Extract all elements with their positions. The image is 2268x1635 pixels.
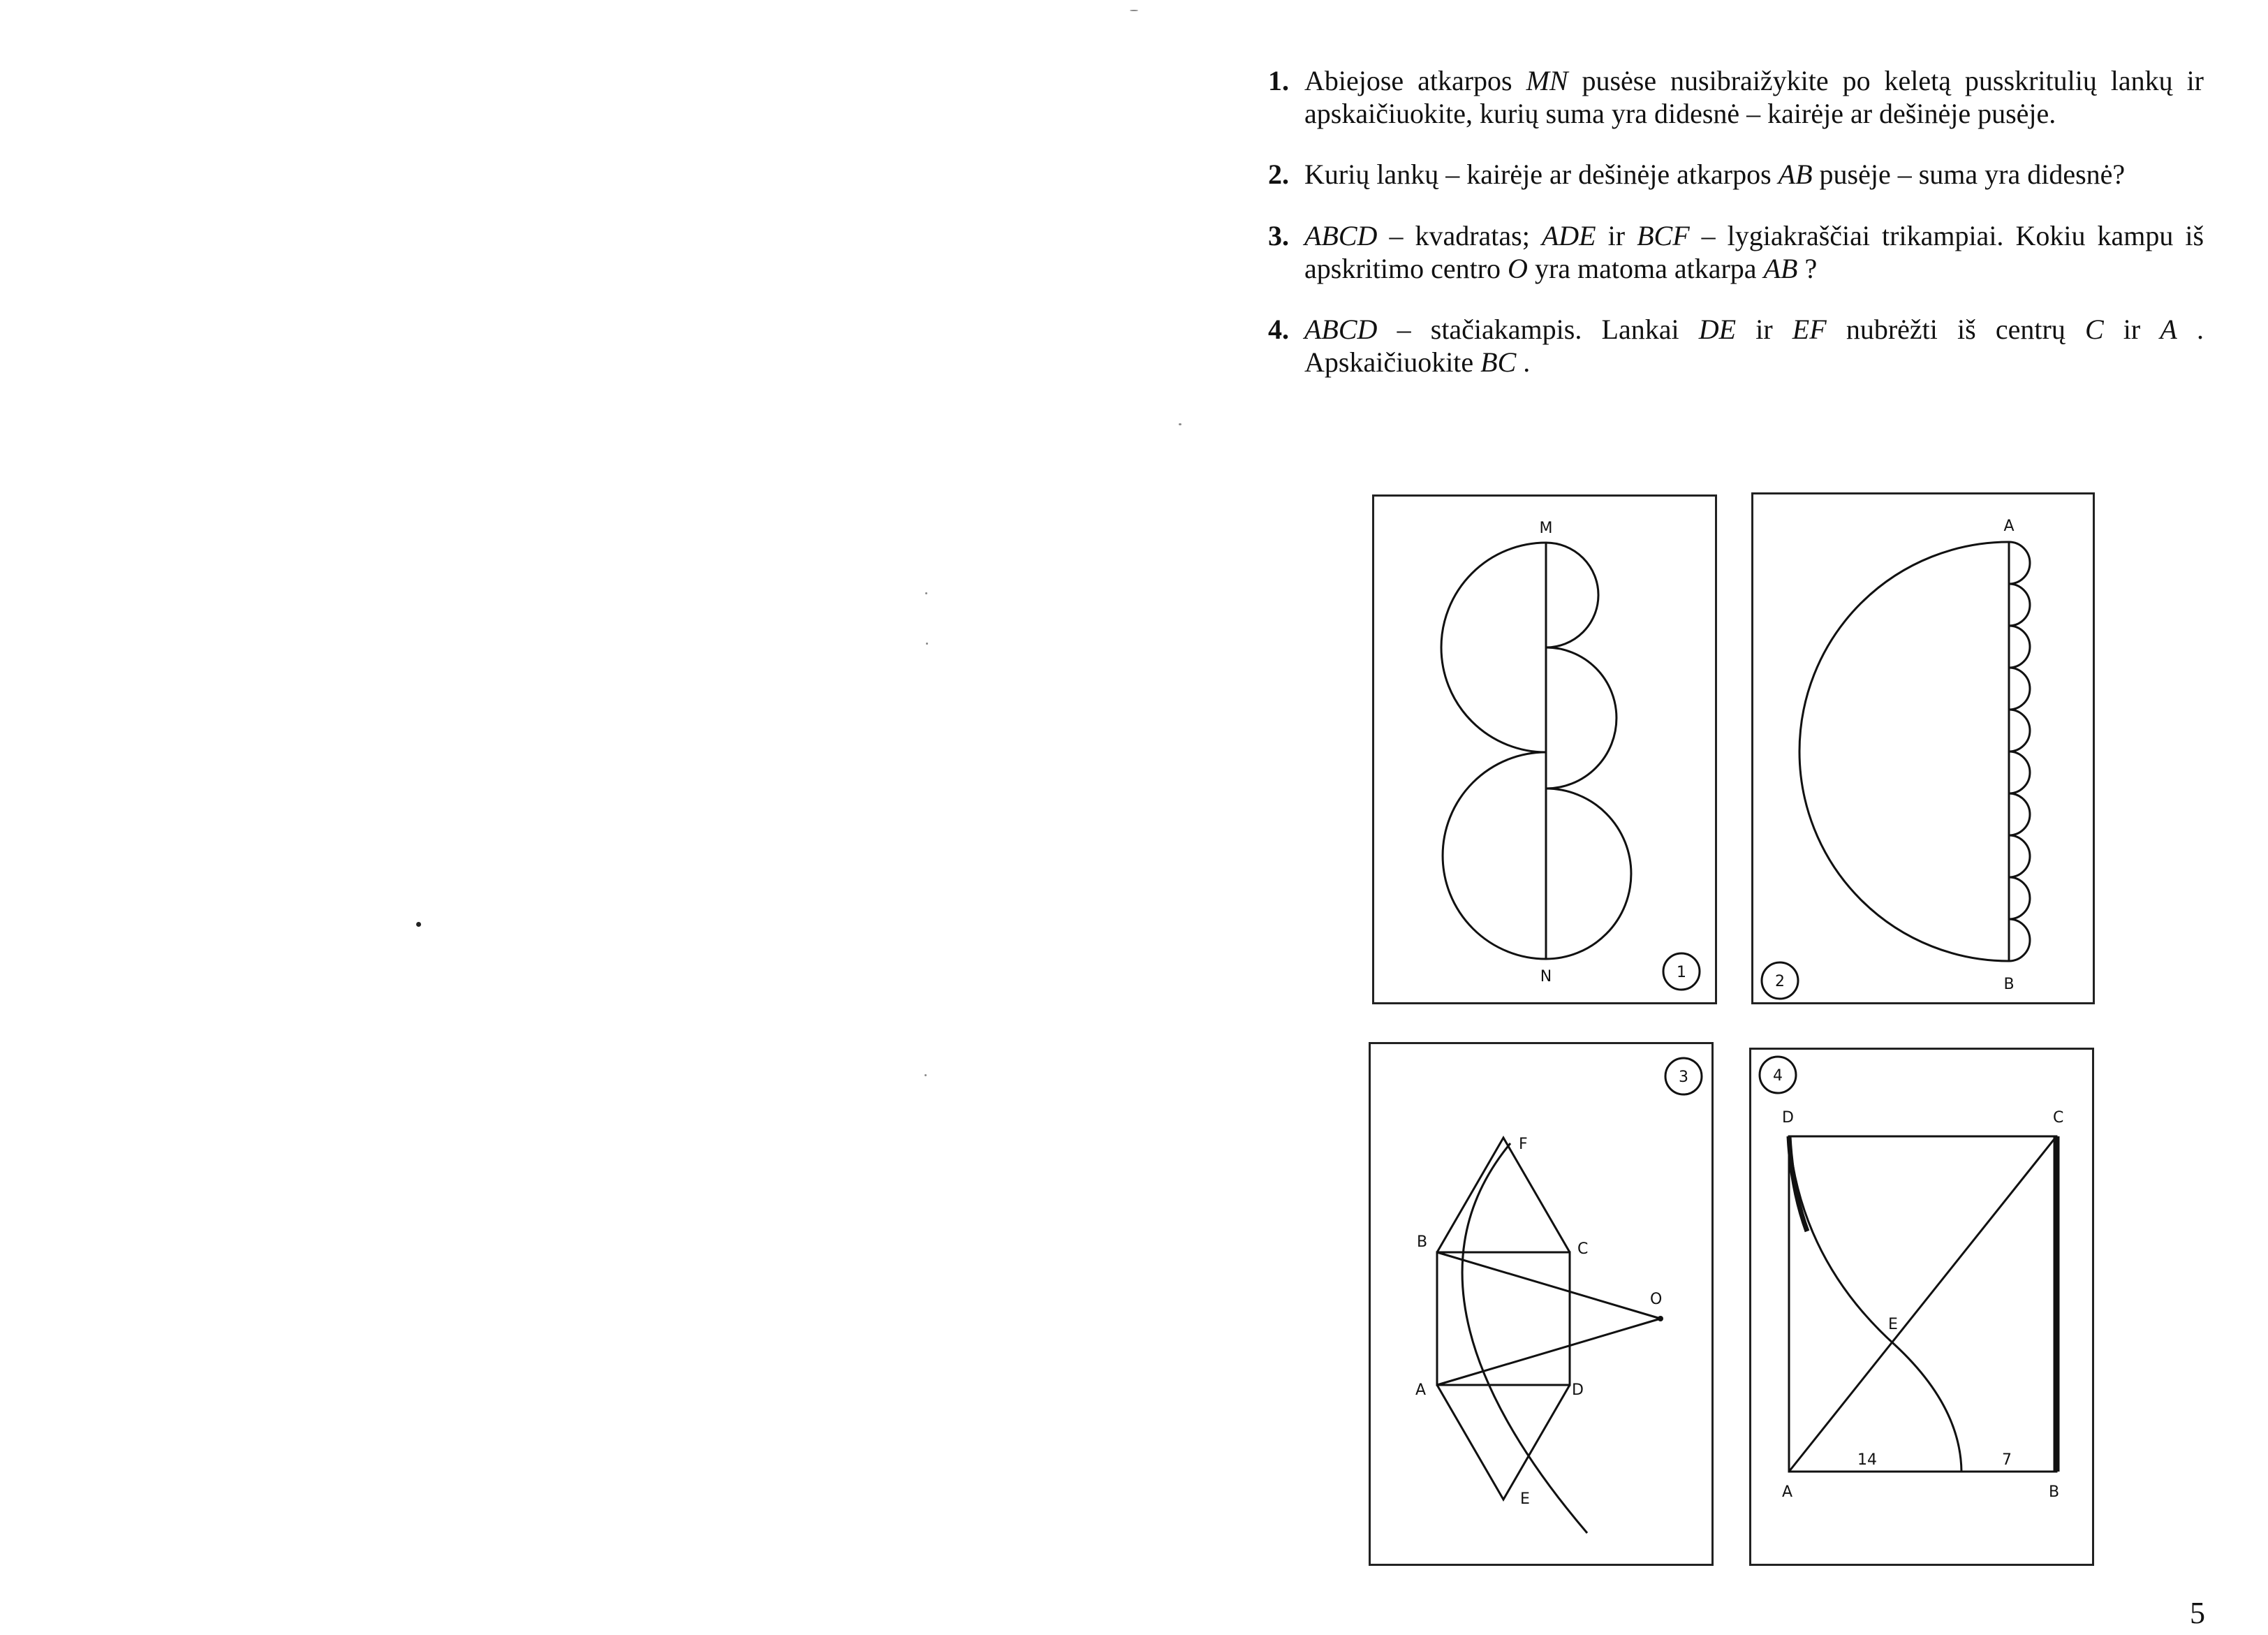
scan-speck	[925, 1074, 927, 1076]
problem-2	[1268, 158, 2204, 191]
label-a: A	[1782, 1483, 1793, 1501]
math-variable: DE	[1698, 313, 1737, 345]
figure-2	[1751, 492, 2095, 1004]
arc-de-bold-start	[1789, 1136, 1807, 1231]
problem-text	[1304, 313, 2204, 379]
circle-arc	[1462, 1143, 1587, 1533]
text-fragment: – lygiakraščiai trikampiai. Kokiu kampu iš apskritimo centro	[1304, 219, 2204, 284]
problem-text	[1304, 158, 2204, 191]
figure-4	[1749, 1048, 2094, 1566]
math-variable: C	[2084, 313, 2104, 345]
arc-ef	[1894, 1344, 1961, 1472]
scan-speck	[1130, 10, 1138, 11]
label-b: B	[2003, 976, 2015, 993]
label-a: A	[1415, 1381, 1427, 1399]
figure-1-drawing	[1374, 497, 1715, 1002]
scan-speck	[926, 643, 928, 645]
text-fragment: ?	[1797, 252, 1818, 284]
math-variable: BCF	[1637, 219, 1690, 251]
label-d: D	[1782, 1109, 1794, 1127]
small-right-arcs	[2009, 542, 2030, 961]
label-c: C	[1577, 1240, 1589, 1258]
text-fragment: – stačiakampis. Lankai	[1377, 313, 1699, 345]
label-f: F	[1519, 1136, 1528, 1153]
diagonal-ac	[1789, 1136, 2056, 1472]
text-fragment: pusėje – suma yra didesnė?	[1812, 159, 2126, 191]
arc-de	[1789, 1136, 1894, 1344]
segment-length-14: 14	[1857, 1451, 1877, 1469]
label-o: O	[1650, 1291, 1663, 1308]
scan-speck	[925, 592, 927, 594]
math-variable: AB	[1763, 252, 1798, 284]
problem-number: 1.	[1268, 65, 1289, 96]
problem-3	[1268, 219, 2204, 285]
math-variable: BC	[1480, 346, 1517, 379]
text-fragment: . Apskaičiuokite	[1304, 313, 2204, 379]
text-fragment: pusėse nusibraižykite po keletą pusskritulių lankų ir apskaičiuokite, kurių suma yra didesnė – kairėje ar dešinėje pusėje.	[1304, 65, 2204, 130]
right-arc-1	[1546, 543, 1598, 647]
segment-bo	[1437, 1252, 1663, 1319]
triangle-ade	[1437, 1385, 1570, 1500]
math-variable: ABCD	[1304, 313, 1378, 345]
text-fragment: ir	[1736, 313, 1792, 345]
label-b: B	[2049, 1483, 2060, 1501]
math-variable: MN	[1526, 65, 1568, 96]
label-d: D	[1572, 1381, 1584, 1399]
right-arc-3	[1546, 789, 1631, 959]
page-number: 5	[2190, 1596, 2205, 1630]
figure-number: 4	[1773, 1067, 1783, 1085]
text-fragment: – kvadratas;	[1377, 219, 1542, 251]
problem-list	[1268, 64, 2204, 406]
scan-speck	[416, 922, 421, 927]
problem-number: 3.	[1268, 219, 1289, 251]
segment-length-7: 7	[2002, 1451, 2012, 1469]
math-variable: ABCD	[1304, 219, 1378, 251]
label-e: E	[1520, 1490, 1530, 1508]
text-fragment: yra matoma atkarpa	[1527, 252, 1764, 284]
figure-3-drawing	[1371, 1044, 1711, 1564]
math-variable: A	[2160, 313, 2177, 345]
scan-speck	[1179, 423, 1181, 425]
text-fragment: Abiejose atkarpos	[1304, 65, 1526, 96]
figure-1	[1372, 494, 1717, 1004]
figure-number: 1	[1677, 964, 1686, 981]
figure-number: 2	[1775, 973, 1785, 990]
math-variable: O	[1508, 252, 1528, 284]
left-arc-lower	[1443, 752, 1546, 959]
label-n: N	[1540, 968, 1552, 985]
label-m: M	[1539, 520, 1553, 537]
triangle-bcf	[1437, 1138, 1570, 1252]
problem-text	[1304, 64, 2204, 130]
text-fragment: nubrėžti iš centrų	[1826, 313, 2085, 345]
big-left-arc	[1799, 542, 2009, 961]
math-variable: ADE	[1541, 219, 1596, 251]
label-c: C	[2053, 1109, 2064, 1127]
problem-4	[1268, 313, 2204, 379]
text-fragment: ir	[2103, 313, 2160, 345]
label-e: E	[1888, 1316, 1898, 1333]
problem-number: 4.	[1268, 313, 1289, 345]
text-fragment: ir	[1596, 219, 1637, 251]
text-fragment: Kurių lankų – kairėje ar dešinėje atkarpos	[1304, 159, 1779, 191]
right-arc-2	[1546, 647, 1617, 789]
figure-3	[1369, 1042, 1714, 1566]
center-point-o	[1658, 1316, 1663, 1321]
problem-1	[1268, 64, 2204, 130]
math-variable: EF	[1792, 313, 1827, 345]
figure-number: 3	[1679, 1069, 1688, 1086]
label-b: B	[1417, 1233, 1428, 1251]
problem-text	[1304, 219, 2204, 285]
left-arc-upper	[1441, 543, 1546, 752]
label-a: A	[2003, 518, 2015, 535]
text-fragment: .	[1516, 346, 1531, 379]
math-variable: AB	[1778, 159, 1813, 191]
problem-number: 2.	[1268, 159, 1289, 191]
figure-2-drawing	[1753, 494, 2093, 1002]
figure-4-drawing	[1751, 1050, 2092, 1564]
segment-ao	[1437, 1319, 1660, 1385]
